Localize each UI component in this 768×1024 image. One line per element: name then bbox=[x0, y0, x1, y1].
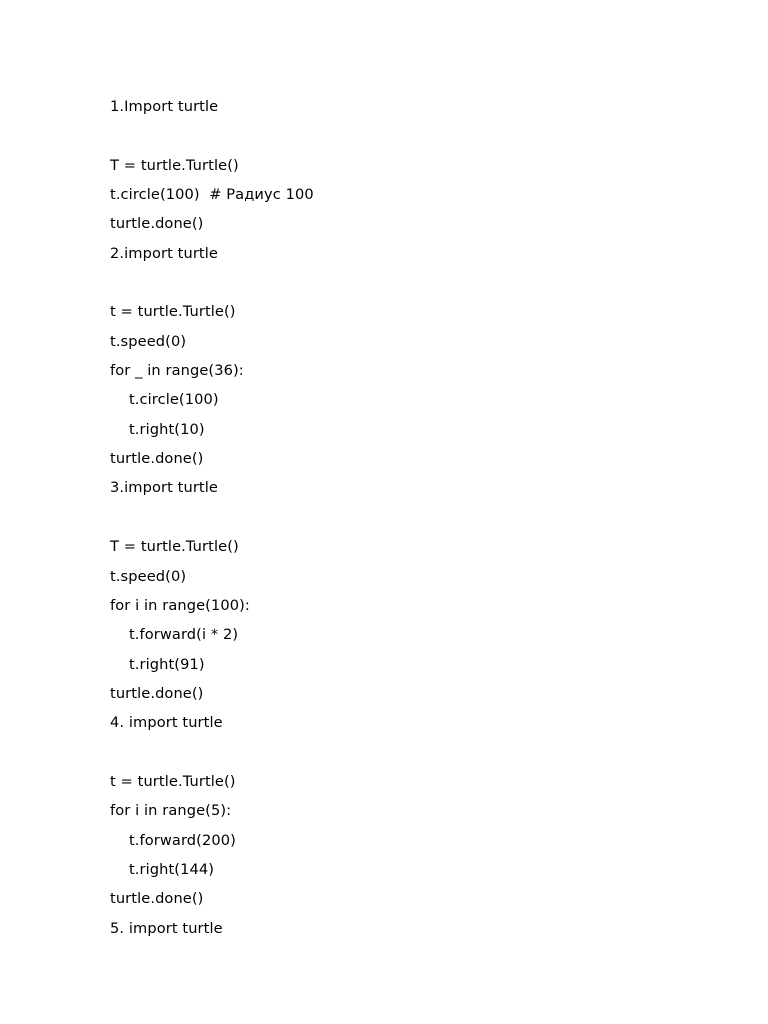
blank-line bbox=[110, 740, 314, 769]
text-line: t.forward(200) bbox=[110, 831, 236, 849]
document-body bbox=[110, 94, 314, 945]
text-line: 2.import turtle bbox=[110, 244, 218, 262]
text-line: t.speed(0) bbox=[110, 332, 187, 350]
text-line: t = turtle.Turtle() bbox=[110, 772, 236, 790]
blank-line bbox=[110, 123, 314, 152]
text-line: t.right(10) bbox=[110, 420, 205, 438]
blank-line bbox=[110, 505, 314, 534]
text-line: for _ in range(36): bbox=[110, 362, 244, 380]
text-line: t.right(91) bbox=[110, 655, 205, 673]
text-line: 3.import turtle bbox=[110, 479, 218, 497]
text-line: turtle.done() bbox=[110, 450, 204, 468]
text-line: 4. import turtle bbox=[110, 714, 223, 732]
text-line: T = turtle.Turtle() bbox=[110, 156, 239, 174]
text-line: turtle.done() bbox=[110, 215, 204, 233]
text-line: turtle.done() bbox=[110, 684, 204, 702]
text-line: for i in range(5): bbox=[110, 802, 232, 820]
text-line: for i in range(100): bbox=[110, 596, 250, 614]
text-line: turtle.done() bbox=[110, 890, 204, 908]
text-line: T = turtle.Turtle() bbox=[110, 538, 239, 556]
text-line: 1.Import turtle bbox=[110, 98, 219, 115]
text-line: t.forward(i * 2) bbox=[110, 626, 239, 644]
text-line: t.circle(100) # Радиус 100 bbox=[110, 186, 314, 204]
text-line: t.right(144) bbox=[110, 860, 215, 878]
text-line: t = turtle.Turtle() bbox=[110, 303, 236, 321]
text-line: 5. import turtle bbox=[110, 919, 223, 937]
blank-line bbox=[110, 270, 314, 299]
text-line: t.circle(100) bbox=[110, 391, 219, 409]
text-line: t.speed(0) bbox=[110, 567, 187, 585]
